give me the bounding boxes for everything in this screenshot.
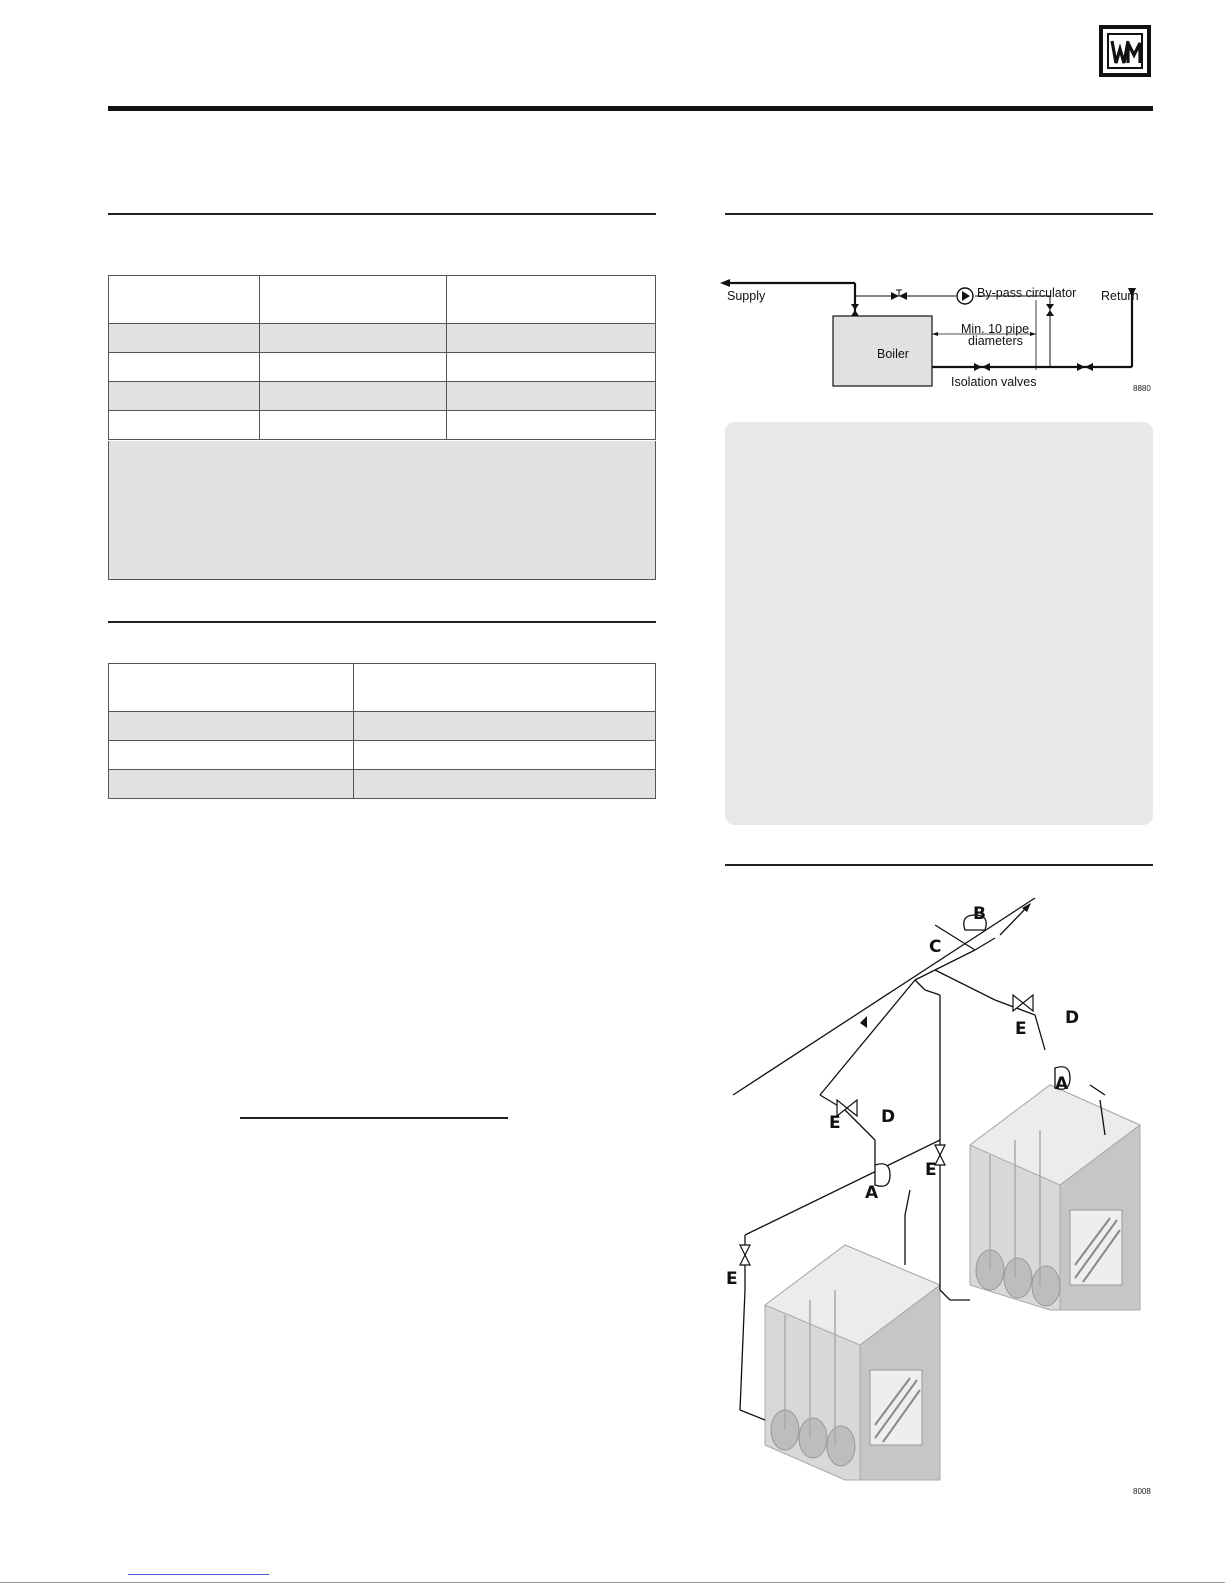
valve-icon: [1046, 304, 1054, 316]
table-row: [109, 411, 656, 440]
table-row: [109, 712, 656, 741]
circulator-arrow-icon: [962, 291, 970, 301]
section-rule-left-2: [108, 621, 656, 623]
boiler-label: Boiler: [877, 347, 909, 361]
table-cell: [109, 712, 354, 741]
flow-arrow-icon: [860, 1016, 867, 1028]
table-cell: [354, 664, 656, 712]
table-cell: [260, 276, 447, 324]
bypass-piping-diagram: [720, 270, 1155, 400]
callout-c: C: [929, 937, 942, 957]
table-row: [109, 353, 656, 382]
table-row: [109, 770, 656, 799]
section-rule-left-1: [108, 213, 656, 215]
valve-icon: [891, 290, 907, 300]
section-rule-right-1: [725, 213, 1153, 215]
callout-a-left: A: [865, 1183, 879, 1203]
boiler-illustration: [970, 1085, 1140, 1310]
wm-logo-icon: [1099, 25, 1151, 77]
callout-e-left: E: [829, 1113, 841, 1133]
table-cell: [109, 353, 260, 382]
isolation-valves-label: Isolation valves: [951, 375, 1037, 389]
callout-e-right: E: [1015, 1019, 1027, 1039]
table-cell: [354, 741, 656, 770]
section-rule-right-2: [725, 864, 1153, 866]
table-cell: [109, 664, 354, 712]
note-panel: [725, 422, 1153, 825]
dimension-arrow-icon: [932, 332, 938, 336]
bypass-circulator-label: By-pass circulator: [977, 286, 1077, 300]
table-cell: [447, 411, 656, 440]
table-cell: [260, 411, 447, 440]
table-row: [109, 324, 656, 353]
callout-a-right: A: [1055, 1074, 1069, 1094]
callout-d-right: D: [1065, 1008, 1080, 1028]
figure-number: 8008: [1133, 1487, 1151, 1496]
min-pipe-label-line1: Min. 10 pipe: [961, 322, 1030, 336]
callout-b: B: [973, 904, 986, 924]
table-header-row: [109, 276, 656, 324]
valve-icon: [1077, 363, 1093, 371]
table-cell: [109, 324, 260, 353]
footer-rule: [0, 1582, 1225, 1583]
valve-icon: [974, 363, 990, 371]
min-pipe-label-line2: diameters: [968, 334, 1023, 348]
table-header-row: [109, 664, 656, 712]
supply-arrow-icon: [720, 279, 730, 287]
table-cell: [109, 276, 260, 324]
table-cell: [447, 382, 656, 411]
table-cell: [447, 276, 656, 324]
valve-icon: [851, 304, 859, 316]
table-row: [109, 382, 656, 411]
table-cell: [109, 382, 260, 411]
figure-number: 8880: [1133, 384, 1151, 393]
signature-rule: [240, 1117, 508, 1119]
wm-logo-mark: [1109, 35, 1145, 71]
wm-logo-frame: [1107, 33, 1143, 69]
spec-table-1: [108, 275, 656, 440]
table-cell: [260, 324, 447, 353]
boiler-illustration: [765, 1245, 940, 1480]
dimension-arrow-icon: [1030, 332, 1036, 336]
table-cell: [260, 353, 447, 382]
table-cell: [447, 353, 656, 382]
callout-e-middle: E: [925, 1160, 937, 1180]
callout-e-bottom: E: [726, 1269, 738, 1289]
callout-d-left: D: [881, 1107, 896, 1127]
table-cell: [447, 324, 656, 353]
table-cell: [109, 770, 354, 799]
header-rule: [108, 106, 1153, 111]
table-cell: [109, 411, 260, 440]
multi-boiler-piping-diagram: [725, 890, 1155, 1490]
table-note-box: [108, 441, 656, 580]
return-label: Return: [1101, 289, 1139, 303]
main-header-pipe: [733, 898, 1035, 1095]
table-cell: [354, 770, 656, 799]
table-cell: [260, 382, 447, 411]
spec-table-2: [108, 663, 656, 799]
footer-link-underline[interactable]: [128, 1574, 269, 1575]
table-cell: [109, 741, 354, 770]
table-row: [109, 741, 656, 770]
table-cell: [354, 712, 656, 741]
supply-label: Supply: [727, 289, 766, 303]
